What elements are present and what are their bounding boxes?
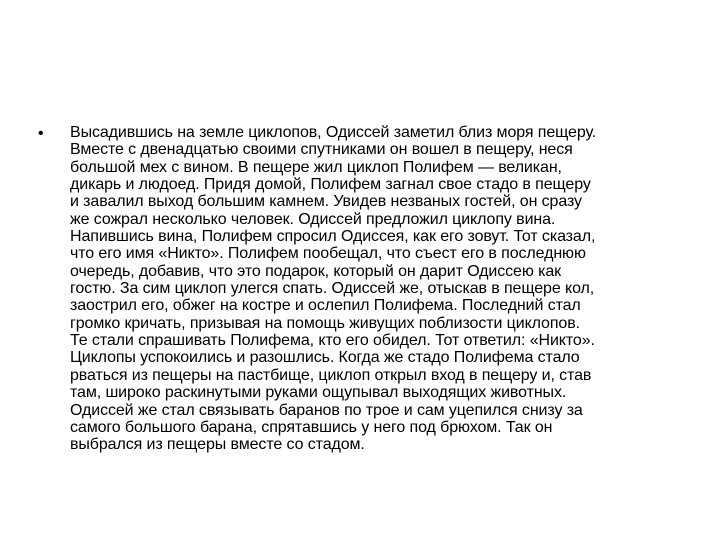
text-line: Высадившись на земле циклопов, Одиссей заметил близ моря пещеру. — [70, 124, 597, 141]
text-line: рваться из пещеры на пастбище, циклоп открыл вход в пещеру и, став — [70, 366, 592, 384]
text-line: Одиссей же стал связывать баранов по трое и сам уцепился снизу за — [70, 401, 583, 419]
text-line: там, широко раскинутыми руками ощупывал выходящих животных. — [70, 384, 567, 402]
text-line: большой мех с вином. В пещере жил циклоп Полифем — великан, — [70, 158, 562, 176]
text-line: Циклопы успокоились и разошлись. Когда же стадо Полифема стало — [70, 349, 580, 367]
text-line: Вместе с двенадцатью своими спутниками он вошел в пещеру, неся — [70, 141, 573, 159]
bullet-marker: • — [38, 125, 44, 142]
text-line: Те стали спрашивать Полифема, кто его обидел. Тот ответил: «Никто». — [70, 332, 595, 350]
text-line: гостю. За сим циклоп улегся спать. Одиссей же, отыскав в пещере кол, — [70, 280, 595, 298]
text-line: очередь, добавив, что это подарок, который он дарит Одиссею как — [70, 262, 562, 280]
text-line: дикарь и людоед. Придя домой, Полифем загнал свое стадо в пещеру — [70, 176, 591, 194]
text-line: заострил его, обжег на костре и ослепил Полифема. Последний стал — [70, 297, 581, 315]
text-line: же сожрал несколько человек. Одиссей предложил циклопу вина. — [70, 210, 556, 228]
text-line: выбрался из пещеры вместе со стадом. — [70, 436, 365, 454]
text-line: Напившись вина, Полифем спросил Одиссея, как его зовут. Тот сказал, — [70, 228, 596, 246]
text-line: самого большого барана, спрятавшись у него под брюхом. Так он — [70, 418, 553, 436]
text-line: громко кричать, призывая на помощь живущих поблизости циклопов. — [70, 314, 580, 332]
text-line: и завалил выход большим камнем. Увидев незваных гостей, он сразу — [70, 193, 582, 211]
paragraph-text — [70, 124, 690, 454]
text-line: что его имя «Никто». Полифем пообещал, что съест его в последнюю — [70, 245, 586, 263]
